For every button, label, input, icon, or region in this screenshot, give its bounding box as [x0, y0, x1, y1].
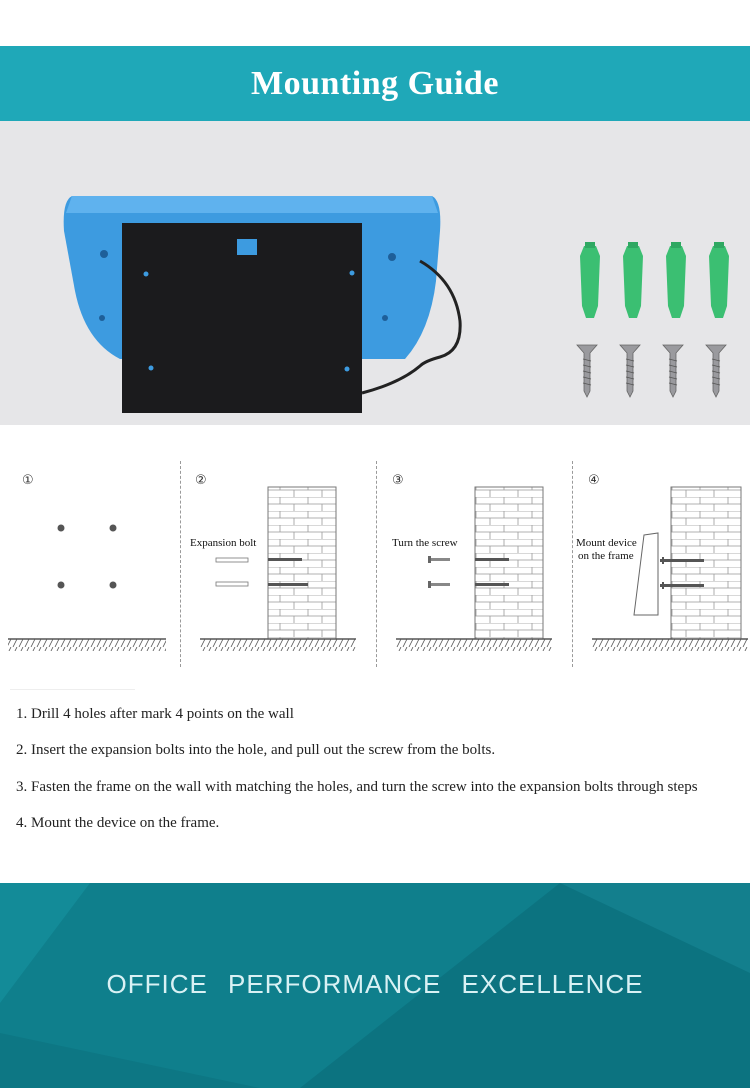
screws — [577, 345, 726, 397]
mounting-steps — [0, 455, 750, 670]
mount-device-label: Mount device — [576, 537, 637, 549]
instruction-step-1: 1. Drill 4 holes after mark 4 points on the wall — [16, 706, 294, 722]
step-divider — [180, 461, 181, 667]
expansion-bolt-diagram — [182, 455, 374, 670]
step-number: ④ — [588, 473, 600, 488]
instruction-step-2: 2. Insert the expansion bolts into the hole, and pull out the screw from the bolts. — [16, 742, 496, 758]
footer-banner — [0, 883, 750, 1088]
step-divider — [572, 461, 573, 667]
step-2 — [182, 455, 374, 670]
turn-screw-diagram — [378, 455, 570, 670]
drill-points-diagram — [0, 455, 178, 670]
page-title: Mounting Guide — [251, 64, 499, 102]
step-4 — [574, 455, 750, 670]
separator-line — [10, 689, 135, 690]
step-1 — [0, 455, 178, 670]
instruction-step-4: 4. Mount the device on the frame. — [16, 815, 220, 831]
step-number: ② — [195, 473, 207, 488]
step-3 — [378, 455, 570, 670]
mount-device-label-line2: on the frame — [578, 550, 634, 562]
instruction-step-3: 3. Fasten the frame on the wall with matching the holes, and turn the screw into the expansion bolts through steps — [16, 779, 698, 795]
footer-slogan: OFFICE PERFORMANCE EXCELLENCE — [106, 969, 644, 999]
title-banner — [0, 46, 750, 121]
step-divider — [376, 461, 377, 667]
wall-anchors — [580, 242, 729, 318]
turn-screw-label: Turn the screw — [392, 537, 458, 549]
device-illustration — [0, 121, 750, 425]
step-number: ① — [22, 473, 34, 488]
expansion-bolt-label: Expansion bolt — [190, 537, 257, 549]
step-number: ③ — [392, 473, 404, 488]
product-photo — [0, 121, 750, 425]
mount-device-diagram — [574, 455, 750, 670]
